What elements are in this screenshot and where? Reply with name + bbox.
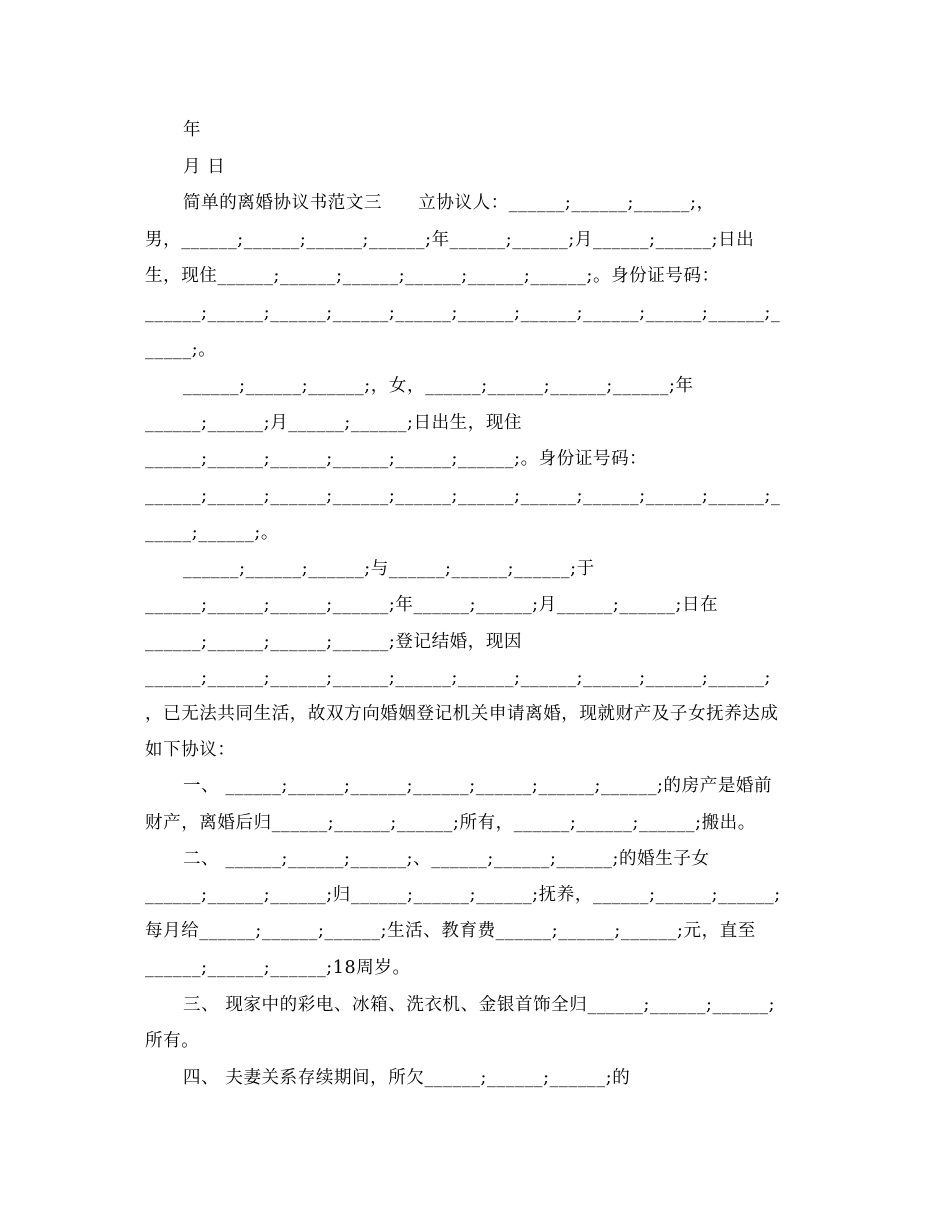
- clause-4-line-1: 四、 夫妻关系存续期间，所欠______;______;______;的: [183, 1068, 631, 1088]
- party-a-id-line-2: _____;。: [145, 340, 217, 360]
- party-b-id-line-1: ______;______;______;______;______;______;______;______;______;______;_: [145, 486, 781, 506]
- marriage-line-1: ______;______;______;与______;______;______;于: [183, 559, 595, 579]
- party-b-line-3: ______;______;______;______;______;______;。身份证号码：: [145, 449, 648, 469]
- clause-2-line-3: 每月给______;______;______;生活、教育费______;______;______;元，直至: [145, 921, 756, 941]
- marriage-line-4: ______;______;______;______;______;______;______;______;______;______;: [145, 668, 771, 688]
- party-b-line-2: ______;______;月______;______;日出生，现住: [145, 413, 523, 433]
- clause-2-line-4: ______;______;______;18周岁。: [145, 958, 411, 978]
- clause-2-line-2: ______;______;______;归______;______;______;抚养，______;______;______;: [145, 885, 781, 905]
- marriage-line-2: ______;______;______;______;年______;______;月______;______;日在: [145, 595, 719, 615]
- clause-1-line-1: 一、 ______;______;______;______;______;______;______;的房产是婚前: [183, 776, 773, 796]
- intro-line-1: ，已无法共同生活，故双方向婚姻登记机关申请离婚，现就财产及子女抚养达成: [145, 704, 779, 724]
- clause-1-line-2: 财产，离婚后归______;______;______;所有，______;______;______;搬出。: [145, 813, 756, 833]
- party-a-line-2: 生，现住______;______;______;______;______;______;。身份证号码：: [145, 266, 720, 286]
- party-a-id-line-1: ______;______;______;______;______;______;______;______;______;______;_: [145, 303, 781, 323]
- date-year: 年: [183, 120, 202, 140]
- clause-3-line-1: 三、 现家中的彩电、冰箱、洗衣机、金银首饰全归______;______;______;: [183, 995, 776, 1015]
- clause-3-line-2: 所有。: [145, 1031, 200, 1051]
- party-a-line-1: 男，______;______;______;______;年______;______;月______;______;日出: [145, 230, 755, 250]
- intro-line-2: 如下协议：: [145, 740, 236, 760]
- party-b-line-1: ______;______;______;，女，______;______;______;______;年: [183, 376, 694, 396]
- agreement-heading-line: 简单的离婚协议书范文三 立协议人：______;______;______;，: [183, 193, 715, 213]
- clause-2-line-1: 二、 ______;______;______;、______;______;______;的婚生子女: [183, 849, 710, 869]
- party-b-id-line-2: _____;______;。: [145, 523, 279, 543]
- date-month-day: 月 日: [183, 157, 226, 177]
- marriage-line-3: ______;______;______;______;登记结婚，现因: [145, 632, 523, 652]
